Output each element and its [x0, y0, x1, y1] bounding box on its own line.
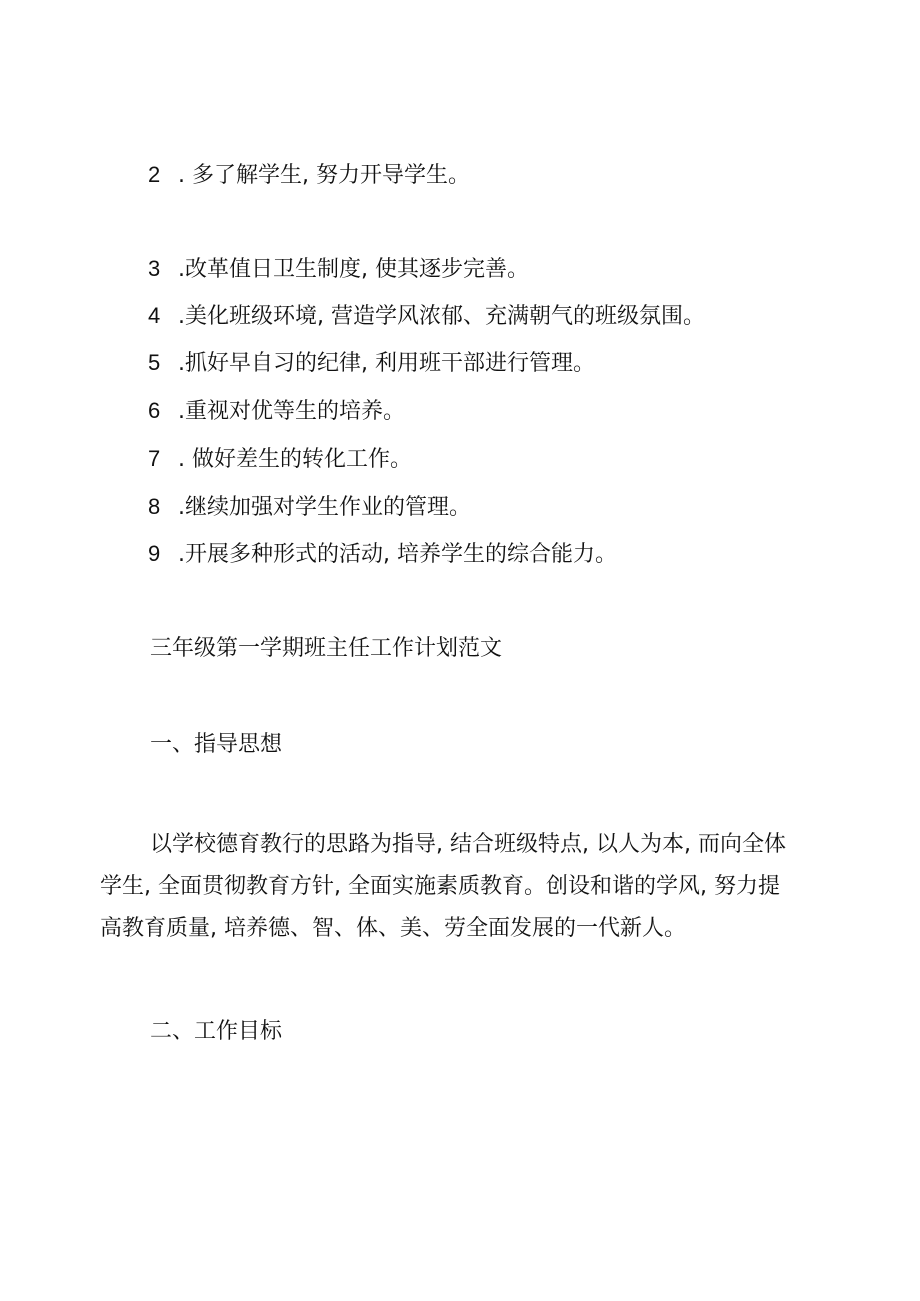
list-item: [148, 396, 405, 427]
paragraph-line: 高教育质量, 培养德、智、体、美、劳全面发展的一代新人。: [100, 916, 686, 941]
list-item-number: 4: [148, 303, 161, 328]
section-heading: 一、指导思想: [150, 732, 283, 757]
list-item-text: .改革值日卫生制度, 使其逐步完善。: [178, 257, 529, 282]
list-item-number: 6: [148, 398, 161, 423]
list-item: [148, 254, 529, 285]
list-item-text: .抓好早自习的纪律, 利用班干部进行管理。: [178, 351, 595, 376]
section-paragraph: [100, 824, 820, 950]
section-heading: 二、工作目标: [150, 1019, 283, 1044]
list-item-text: .美化班级环境, 营造学风浓郁、充满朝气的班级氛围。: [178, 304, 705, 329]
list-item-number: 7: [148, 446, 161, 471]
list-item-text: .重视对优等生的培养。: [178, 399, 405, 424]
list-item-number: 9: [148, 541, 161, 566]
list-item: [148, 301, 705, 332]
list-item-text: .继续加强对学生作业的管理。: [178, 495, 471, 520]
list-item-number: 5: [148, 350, 161, 375]
list-item: [148, 492, 471, 523]
list-item-number: 8: [148, 494, 161, 519]
list-item: [148, 539, 617, 570]
list-item-number: 2: [148, 162, 161, 187]
list-item-text: . 做好差生的转化工作。: [178, 447, 412, 472]
list-item-number: 3: [148, 256, 161, 281]
list-item: [148, 348, 595, 379]
paragraph-line: 学生, 全面贯彻教育方针, 全面实施素质教育。创设和谐的学风, 努力提: [100, 874, 780, 899]
paragraph-line: 以学校德育教行的思路为指导, 结合班级特点, 以人为本, 而向全体: [150, 832, 786, 857]
document-title: 三年级第一学期班主任工作计划范文: [150, 636, 503, 661]
list-item: [148, 160, 470, 191]
list-item: [148, 444, 412, 475]
list-item-text: . 多了解学生, 努力开导学生。: [178, 163, 470, 188]
list-item-text: .开展多种形式的活动, 培养学生的综合能力。: [178, 542, 617, 567]
